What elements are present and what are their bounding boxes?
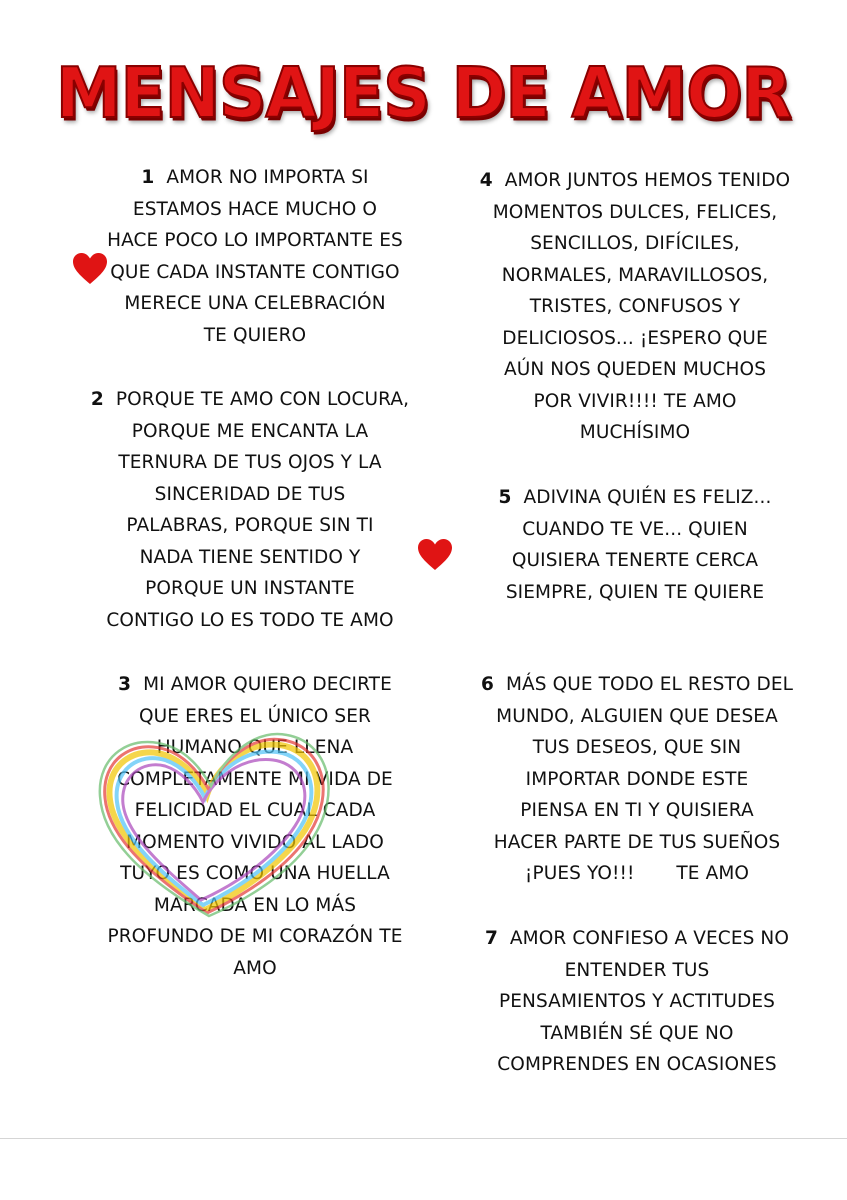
message-line: MUNDO, ALGUIEN QUE DESEA [496,705,778,727]
message-line: COMPRENDES EN OCASIONES [497,1054,777,1075]
message-line: AÚN NOS QUEDEN MUCHOS [503,359,767,380]
message-line: MERECE UNA CELEBRACIÓN [124,293,386,314]
message-line: PALABRAS, PORQUE SIN TI [126,515,374,536]
message-6 [472,669,802,890]
message-text: MÁS QUE TODO EL RESTO DEL [505,674,794,695]
message-line: TERNURA DE TUS OJOS Y LA [118,452,382,473]
message-line: ENTENDER TUS [564,959,710,981]
message-line: TUYO ES COMO UNA HUELLA [120,863,390,884]
message-line: TAMBIÉN SÉ QUE NO [540,1022,734,1044]
message-5 [475,482,795,608]
message-line [100,162,410,194]
message-line: MOMENTOS DULCES, FELICES, [492,201,778,223]
message-line: NORMALES, MARAVILLOSOS, [501,264,769,286]
red-heart-icon [417,538,453,572]
message-line: PORQUE UN INSTANTE [145,578,355,599]
message-line: AMO [233,957,277,979]
message-line: CONTIGO LO ES TODO TE AMO [106,609,394,631]
message-line: IMPORTAR DONDE ESTE [525,768,749,790]
message-line: HUMANO QUE LLENA [156,737,354,758]
message-line: SENCILLOS, DIFÍCILES, [530,233,740,254]
message-line: HACER PARTE DE TUS SUEÑOS [493,831,781,853]
message-line: TRISTES, CONFUSOS Y [529,296,741,317]
message-4 [470,165,800,449]
message-text: MI AMOR QUIERO DECIRTE [143,674,392,695]
message-number: 6 [480,674,494,695]
message-text: PORQUE TE AMO CON LOCURA, [115,389,410,410]
message-line: TUS DESEOS, QUE SIN [532,737,742,758]
message-line: FELICIDAD EL CUAL CADA [134,800,376,821]
message-line: DELICIOSOS... ¡ESPERO QUE [502,327,768,349]
message-line [472,669,802,701]
message-number: 5 [498,487,512,508]
message-number: 1 [141,167,155,188]
message-line: TE QUIERO [203,324,307,346]
page-title: MENSAJES DE AMOR [55,53,792,134]
message-text: AMOR NO IMPORTA SI [166,167,369,188]
message-line: ¡PUES YO!!! TE AMO [524,863,750,884]
message-number: 7 [484,928,498,949]
message-line [470,165,800,197]
message-line: SIEMPRE, QUIEN TE QUIERE [505,581,765,603]
message-line: PORQUE ME ENCANTA LA [131,420,369,442]
message-line: COMPLETAMENTE MI VIDA DE [117,768,393,790]
message-line: HACE POCO LO IMPORTANTE ES [107,230,403,251]
message-line: PROFUNDO DE MI CORAZÓN TE [107,926,403,947]
message-line: SINCERIDAD DE TUS [154,483,346,505]
bottom-divider [0,1138,847,1139]
message-line: PIENSA EN TI Y QUISIERA [520,800,754,821]
message-number: 3 [118,674,132,695]
message-text: AMOR CONFIESO A VECES NO [509,928,790,949]
message-line: NADA TIENE SENTIDO Y [139,546,361,568]
message-2 [80,384,420,636]
message-line: MOMENTO VIVIDO AL LADO [126,831,384,853]
message-line [472,923,802,955]
message-line [475,482,795,514]
message-line: ESTAMOS HACE MUCHO O [132,198,378,220]
message-line: QUE ERES EL ÚNICO SER [139,705,371,727]
message-text: ADIVINA QUIÉN ES FELIZ... [523,487,772,508]
message-line: QUISIERA TENERTE CERCA [511,550,759,571]
rainbow-heart-icon [95,720,345,920]
message-line: POR VIVIR!!!! TE AMO [533,390,737,412]
message-text: AMOR JUNTOS HEMOS TENIDO [504,170,791,191]
message-line: PENSAMIENTOS Y ACTITUDES [499,991,775,1012]
message-number: 2 [90,389,104,410]
message-line: MARCADA EN LO MÁS [153,894,357,916]
message-line [90,669,420,701]
message-line: MUCHÍSIMO [579,422,691,443]
message-line: QUE CADA INSTANTE CONTIGO [110,261,400,283]
message-7 [472,923,802,1081]
message-line [80,384,420,416]
message-1 [100,162,410,351]
message-line: CUANDO TE VE... QUIEN [522,518,748,540]
message-number: 4 [479,170,493,191]
red-heart-icon [72,252,108,286]
